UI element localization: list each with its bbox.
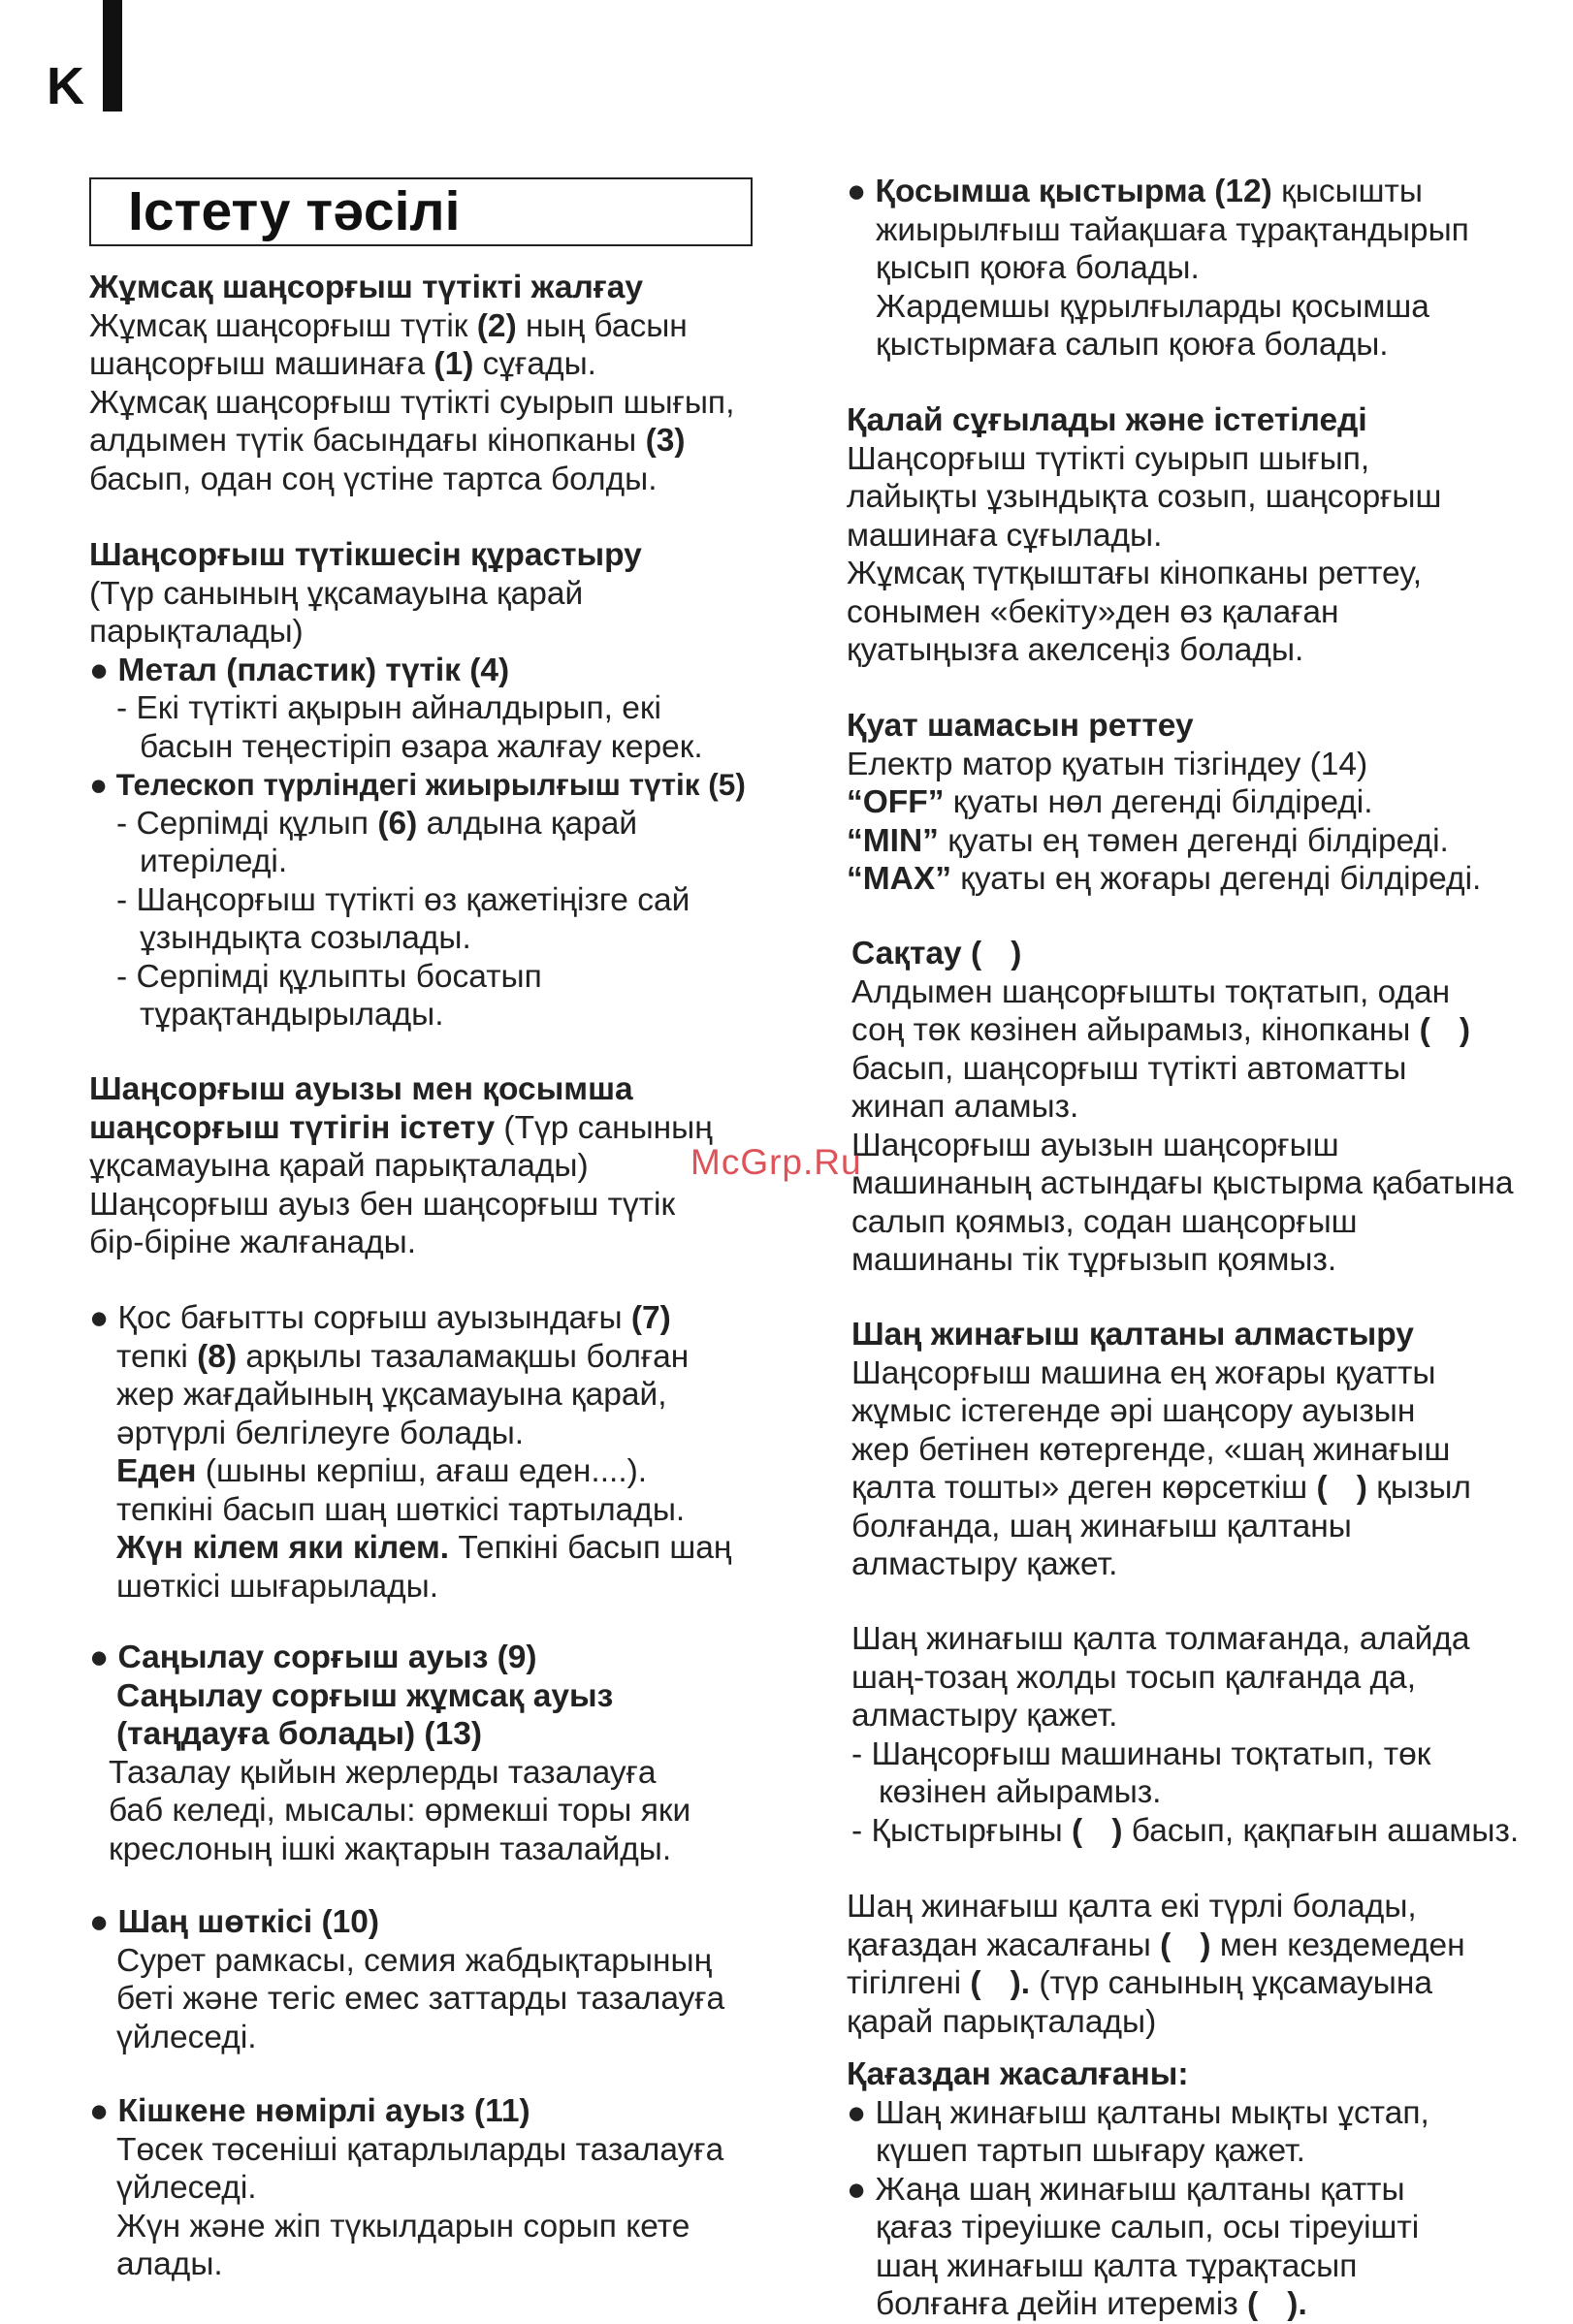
text-line: машинаға сұғылады. [847,517,1163,554]
text-line: машинаның астындағы қыстырма қабатына [851,1165,1514,1201]
text-line: қуатыңызға акелсеңіз болады. [847,632,1304,668]
text-line: шаңсорғыш түтігін істету (Түр санының [89,1109,713,1146]
text-line: басып, одан соң үстіне тартса болды. [89,461,658,497]
section-heading: Жұмсақ шаңсорғыш түтікті жалғау [89,270,643,305]
watermark-text: McGrp.Ru [690,1142,862,1182]
text-line: - Серпімді құлыпты босатып [116,958,542,995]
text-line: Електр матор қуатын тізгіндеу (14) [847,746,1368,782]
text-line: - Серпімді құлып (6) алдына қарай [116,805,638,842]
bullet-item: ● Метал (пластик) түтік (4) [89,652,510,688]
text-line: қыстырмаға салып қоюға болады. [876,327,1389,363]
text-line: шаңсорғыш машинаға (1) сұғады. [89,346,596,382]
section-bag-replace [851,1316,1569,1584]
section-bag-replace-steps [851,1620,1569,1850]
text-line: шаң жинағыш қалта тұрақтасып [876,2247,1358,2284]
text-line: шөткісі шығарылады. [116,1568,439,1605]
bullet-item: ● Шаң шөткісі (10) [89,1904,380,1940]
text-line: Шаңсорғыш ауыз бен шаңсорғыш түтік [89,1186,676,1223]
text-line: Саңылау сорғыш жұмсақ ауыз [116,1677,614,1714]
text-line: Шаңсорғыш ауызын шаңсорғыш [851,1127,1339,1163]
text-line: көзінен айырамыз. [879,1774,1162,1810]
text-line: - Шаңсорғыш түтікті өз қажетіңізге сай [116,881,690,918]
text-line: “MAX” қуаты ең жоғары дегенді білдіреді. [847,861,1482,897]
text-line: Шаң жинағыш қалта екі түрлі болады, [847,1889,1417,1925]
section-nozzle-use [89,1070,787,1262]
text-line: тепкі (8) арқылы тазаламақшы болған [116,1338,690,1375]
text-line: үйлеседі. [116,2170,257,2206]
section-dual-nozzle [89,1299,787,1606]
bullet-item: ● Телескоп түрліндегі жиырылғыш түтік (5) [89,767,746,802]
text-line: Жүн кілем яки кілем. Тепкіні басып шаң [116,1530,732,1566]
text-line: Тазалау қыйын жерлерды тазалауға [109,1754,657,1791]
section-heading: Сақтау ( ) [851,936,1022,971]
section-heading: Қуат шамасын реттеу [847,708,1194,744]
text-line: жұмыс істегенде әрі шаңсору ауызын [851,1393,1416,1429]
text-line: тұрақтандырылады. [140,997,444,1033]
section-paper-bag [847,2055,1569,2324]
text-line: қағаз тіреуішке салып, осы тіреуішті [876,2210,1420,2245]
text-line: лайықты ұзындықта созып, шаңсорғыш [847,479,1442,515]
section-small-nozzle [89,2092,787,2284]
text-line: итеріледі. [140,844,288,879]
text-line: ұзындықта созылады. [140,920,471,956]
text-line: басын теңестіріп өзара жалғау керек. [140,728,703,765]
bullet-item: ● Саңылау сорғыш ауыз (9) [89,1640,537,1675]
text-line: машинаны тік тұрғызып қоямыз. [851,1242,1337,1278]
text-line: болғанда, шаң жинағыш қалтаны [851,1508,1352,1544]
section-accessory-clip [847,173,1569,365]
text-line: қалта тошты» деген көрсеткіш ( ) қызыл [851,1470,1471,1506]
text-line: Шаңсорғыш машина ең жоғары қуатты [851,1354,1436,1391]
section-heading: Шаңсорғыш ауызы мен қосымша [89,1071,633,1107]
text-line: “MIN” қуаты ең төмен дегенді білдіреді. [847,822,1449,859]
text-line: қысып қоюға болады. [876,250,1200,286]
text-line: беті және тегіс емес заттарды тазалауға [116,1981,725,2017]
section-heading: Шаңсорғыш түтікшесін құрастыру [89,537,642,573]
page-language-marker: K [47,57,84,115]
text-line: сонымен «бекіту»ден өз қалаған [847,593,1339,630]
text-line: Жүн және жіп түкылдарын сорып кете [116,2208,690,2244]
bullet-item: ● Жаңа шаң жинағыш қалтаны қатты [847,2171,1405,2208]
text-line: Сурет рамкасы, семия жабдықтарының [116,1942,713,1979]
text-line: үйлеседі. [116,2019,257,2055]
text-line: Жұмсақ шаңсорғыш түтікті суырып шығып, [89,384,735,421]
text-line: тігілгені ( ). (түр санының ұқсамауына [847,1965,1432,2001]
section-insert-use [847,401,1569,670]
section-hose-connect [89,269,787,498]
page-title: Істету тәсілі [89,177,753,246]
page-edge-bar [103,0,122,111]
section-heading: Қағаздан жасалғаны: [847,2056,1189,2092]
text-line: жиырылғыш тайақшаға тұрақтандырып [876,211,1469,248]
text-line: Жардемшы құрылғыларды қосымша [876,288,1429,325]
section-tube-assembly [89,536,787,1035]
text-line: (таңдауға болады) (13) [116,1716,482,1752]
section-crevice-nozzle [89,1639,787,1868]
text-line: салып қоямыз, содан шаңсорғыш [851,1203,1358,1240]
text-line: тепкіні басып шаң шөткісі тартылады. [116,1491,686,1528]
section-heading: Қалай сұғылады және істетіледі [847,402,1367,438]
section-storage [851,935,1569,1280]
text-line: парықталады) [89,614,304,650]
text-line: қағаздан жасалғаны ( ) мен кездемеден [847,1926,1465,1963]
bullet-item: ● Шаң жинағыш қалтаны мықты ұстап, [847,2094,1429,2131]
text-line: әртүрлі белгілеуге болады. [116,1415,525,1451]
text-line: - Шаңсорғыш машинаны тоқтатып, төк [851,1735,1431,1772]
text-line: алдымен түтік басындағы кінопканы (3) [89,423,686,459]
text-line: шаң-тозаң жолды тосып қалғанда да, [851,1659,1416,1696]
text-line: қарай парықталады) [847,2003,1157,2040]
text-line: жинап аламыз. [851,1089,1079,1125]
section-dust-brush [89,1903,787,2056]
text-line: бір-біріне жалғанады. [89,1225,417,1260]
text-line: Еден (шыны керпіш, ағаш еден....). [116,1453,648,1489]
bullet-item: ● Қос бағытты сорғыш ауызындағы (7) [89,1300,671,1336]
bullet-item: ● Кішкене нөмірлі ауыз (11) [89,2093,530,2129]
text-line: “OFF” қуаты нөл дегенді білдіреді. [847,784,1373,820]
section-bag-types [847,1888,1569,2041]
text-line: Шаң жинағыш қалта толмағанда, алайда [851,1621,1470,1657]
text-line: Жұмсақ түтқыштағы кінопканы реттеу, [847,556,1423,591]
section-heading: Шаң жинағыш қалтаны алмастыру [851,1317,1414,1353]
text-line: Алдымен шаңсорғышты тоқтатып, одан [851,973,1451,1010]
section-power-control [847,707,1569,899]
bullet-item: ● Қосымша қыстырма (12) қысышты [847,174,1423,209]
text-line: соң төк көзінен айырамыз, кінопканы ( ) [851,1012,1471,1048]
text-line: алмастыру қажет. [851,1698,1118,1734]
text-line: ұқсамауына қарай парықталады) [89,1148,589,1184]
text-line: креслоның ішкі жақтарын тазалайды. [109,1831,672,1867]
text-line: Шаңсорғыш түтікті суырып шығып, [847,440,1370,477]
text-line: алмастыру қажет. [851,1546,1118,1582]
text-line: - Қыстырғыны ( ) басып, қақпағын ашамыз. [851,1812,1520,1849]
text-line: басып, шаңсорғыш түтікті автоматты [851,1050,1407,1087]
text-line: жер жағдайының ұқсамауына қарай, [116,1377,667,1413]
text-line: (Түр санының ұқсамауына қарай [89,575,584,612]
text-line: баб келеді, мысалы: өрмекші торы яки [109,1793,691,1829]
text-line: күшеп тартып шығару қажет. [876,2133,1305,2169]
text-line: алады. [116,2246,223,2282]
text-line: Төсек төсеніші қатарлыларды тазалауға [116,2131,724,2168]
text-line: болғанға дейін итереміз ( ). [876,2286,1307,2322]
text-line: Жұмсақ шаңсорғыш түтік (2) ның басын [89,307,688,344]
text-line: - Екі түтікті ақырын айналдырып, екі [116,690,661,726]
text-line: жер бетінен көтергенде, «шаң жинағыш [851,1431,1451,1468]
